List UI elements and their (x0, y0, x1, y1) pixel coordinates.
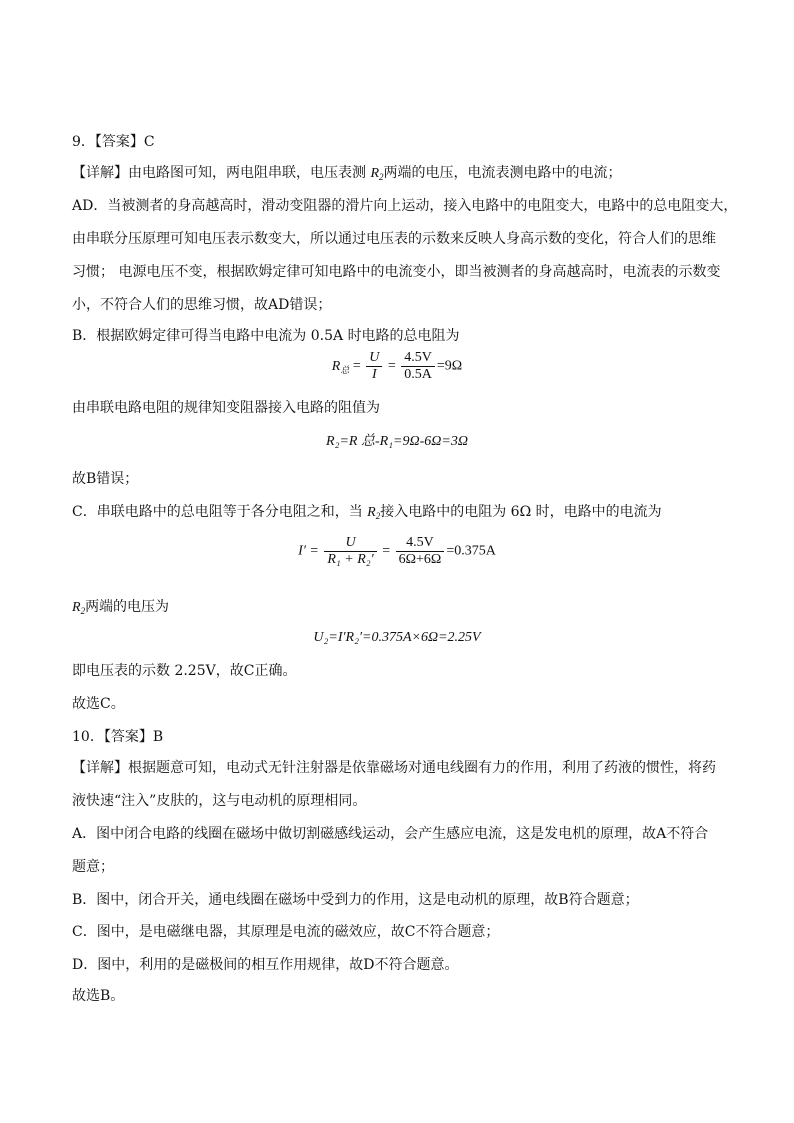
eq3-result: =0.375A (446, 543, 496, 559)
r2-symbol: $R_2$ (72, 600, 86, 616)
equation-voltage: U₂=I′R₂′=0.375A×6Ω=2.25V (313, 630, 481, 645)
q10-b-line: B．图中，闭合开关，通电线圈在磁场中受到力的作用，这是电动机的原理，故B符合题意； (72, 892, 639, 908)
q10-a-line-2: 题意； (72, 859, 114, 875)
detail-tag: 【详解】 (72, 165, 128, 181)
q10-detail-line-2: 液快速“注入”皮肤的，这与电动机的原理相同。 (72, 793, 367, 809)
detail-text-a: 由电路图可知，两电阻串联，电压表测 (128, 165, 366, 181)
detail-text-b: 两端的电压，电流表测电路中的电流； (383, 165, 622, 181)
q9-ad-line-2: 由串联分压原理可知电压表示数变大，所以通过电压表的示数来反映人身高示数的变化，符合人们的思维 (72, 231, 716, 247)
r2-symbol: $R_2$ (370, 166, 384, 182)
q10-c-line: C．图中，是电磁继电器，其原理是电流的磁效应，故C不符合题意； (72, 924, 500, 940)
q9-b-line-2: 由串联电路电阻的规律知变阻器接入电路的阻值为 (72, 400, 380, 416)
q10-d-line: D．图中，利用的是磁极间的相互作用规律，故D不符合题意。 (72, 957, 459, 973)
eq3-fraction-2: $\frac{4.5V}{6\Omega+6\Omega}$ (396, 535, 445, 568)
q10-final: 故选B。 (72, 988, 125, 1004)
q9-ad-line-4: 小，不符合人们的思维习惯，故AD错误； (72, 297, 332, 313)
equation-total-resistance: $R_总$ = $\frac{U}{I}$ = $\frac{4.5V}{0.5A}$ =9Ω (331, 350, 463, 382)
eq1-fraction-1: $\frac{U}{I}$ (366, 350, 382, 383)
eq1-result: =9Ω (436, 358, 463, 374)
r2-symbol: $R_2$ (367, 505, 381, 521)
q9-ad-line-3: 习惯； 电源电压不变，根据欧姆定律可知电路中的电流变小，即当被测者的身高越高时，电流表的示数变 (72, 264, 721, 280)
q9-c-line-3: 即电压表的示数 2.25V，故C正确。 (72, 663, 297, 679)
q9-c-line-1: C．串联电路中的总电阻等于各分电阻之和，当 $R_2$接入电路中的电阻为 6Ω 时，电路中的电流为 (72, 504, 662, 521)
equation-r2: R₂=R 总-R₁=9Ω-6Ω=3Ω (326, 434, 468, 449)
eq1-fraction-2: $\frac{4.5V}{0.5A}$ (401, 350, 435, 383)
eq1-lhs: $R_总$ (331, 358, 350, 375)
q9-b-line-3: 故B错误； (72, 471, 139, 487)
q9-ad-line-1: AD．当被测者的身高越高时，滑动变阻器的滑片向上运动，接入电路中的电阻变大，电路中的总电阻变大， (72, 198, 738, 214)
q10-answer: 10．【答案】B (72, 729, 164, 745)
q9-c-line-4: 故选C。 (72, 696, 125, 712)
q9-detail (72, 163, 732, 184)
q9-answer: 9．【答案】C (72, 134, 155, 150)
eq3-fraction-1: $\frac{U}{\text{R₁ + R₂′}}$ (324, 535, 376, 568)
equation-current: I′ = $\frac{U}{\text{R₁ + R₂′}}$ = $\frac{4.5V}{6\Omega+6\Omega}$ =0.375A (298, 535, 496, 567)
q10-detail-line-1: 【详解】根据题意可知，电动式无针注射器是依靠磁场对通电线圈有力的作用，利用了药液的惯性，将药 (72, 760, 716, 776)
eq3-lhs: I′ = (298, 543, 319, 559)
q9-c-line-2: $R_2$两端的电压为 (72, 599, 170, 616)
q9-b-line-1: B．根据欧姆定律可得当电路中电流为 0.5A 时电路的总电阻为 (72, 328, 460, 344)
q10-a-line-1: A．图中闭合电路的线圈在磁场中做切割磁感线运动，会产生感应电流，这是发电机的原理，故A不符合 (72, 826, 709, 842)
